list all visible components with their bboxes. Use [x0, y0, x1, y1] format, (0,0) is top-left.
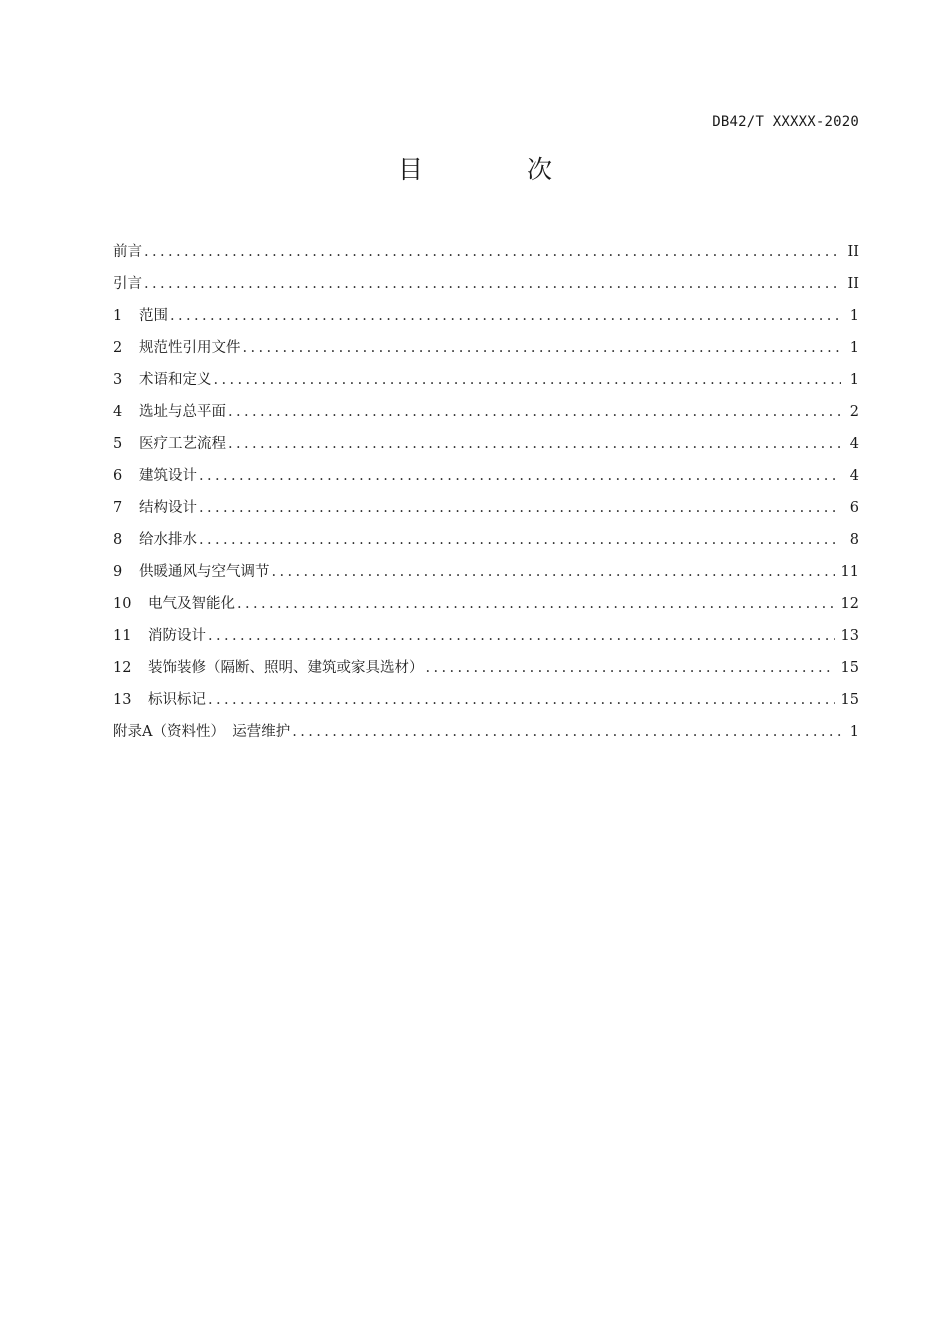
toc-dot-leader [208, 620, 835, 652]
toc-entry-foreword[interactable] [113, 236, 859, 268]
toc-entry-page: 4 [849, 436, 859, 452]
toc-entry-architecture[interactable] [113, 460, 859, 492]
toc-dot-leader [228, 428, 841, 460]
toc-entry-appendix-a[interactable] [113, 716, 859, 748]
toc-entry-label: 术语和定义 [139, 372, 212, 388]
toc-entry-decoration[interactable] [113, 652, 859, 684]
toc-entry-number: 1 [113, 308, 123, 324]
toc-entry-number: 7 [113, 500, 123, 516]
toc-entry-label: 选址与总平面 [139, 404, 226, 420]
toc-entry-page: 1 [849, 372, 859, 388]
toc-entry-label: 电气及智能化 [148, 596, 235, 612]
toc-entry-site-selection[interactable] [113, 396, 859, 428]
toc-entry-normative-references[interactable] [113, 332, 859, 364]
toc-entry-page: 6 [849, 500, 859, 516]
toc-entry-page: II [847, 276, 859, 292]
toc-entry-page: 2 [849, 404, 859, 420]
toc-dot-leader [243, 332, 842, 364]
toc-dot-leader [228, 396, 841, 428]
toc-entry-page: 12 [840, 596, 859, 612]
toc-entry-electrical[interactable] [113, 588, 859, 620]
toc-entry-page: 1 [849, 340, 859, 356]
toc-entry-label: 前言 [113, 244, 142, 260]
toc-entry-label: 给水排水 [139, 532, 197, 548]
toc-entry-number: 8 [113, 532, 123, 548]
toc-dot-leader [292, 716, 841, 748]
toc-entry-page: 4 [849, 468, 859, 484]
toc-entry-label: 标识标记 [148, 692, 206, 708]
toc-dot-leader [199, 524, 841, 556]
page-title: 目 次 [398, 155, 600, 184]
document-code: DB42/T XXXXX-2020 [712, 114, 859, 130]
toc-entry-fire-protection[interactable] [113, 620, 859, 652]
toc-entry-number: 13 [113, 692, 132, 708]
toc-entry-page: 1 [849, 724, 859, 740]
toc-entry-page: II [847, 244, 859, 260]
toc-entry-signage[interactable] [113, 684, 859, 716]
toc-entry-number: 11 [113, 628, 132, 644]
toc-entry-label: 装饰装修（隔断、照明、建筑或家具选材） [148, 660, 424, 676]
toc-entry-label: 附录A（资料性） 运营维护 [113, 724, 291, 740]
toc-entry-page: 11 [840, 564, 859, 580]
toc-entry-hvac[interactable] [113, 556, 859, 588]
toc-entry-label: 建筑设计 [139, 468, 197, 484]
toc-dot-leader [144, 236, 841, 268]
toc-entry-page: 15 [840, 692, 859, 708]
toc-entry-terms[interactable] [113, 364, 859, 396]
toc-entry-number: 2 [113, 340, 123, 356]
toc-dot-leader [170, 300, 841, 332]
toc-entry-number: 5 [113, 436, 123, 452]
toc-dot-leader [199, 460, 841, 492]
toc-dot-leader [426, 652, 835, 684]
toc-entry-introduction[interactable] [113, 268, 859, 300]
toc-entry-number: 9 [113, 564, 123, 580]
toc-entry-label: 供暖通风与空气调节 [139, 564, 270, 580]
toc-entry-scope[interactable] [113, 300, 859, 332]
toc-entry-number: 4 [113, 404, 123, 420]
toc-entry-label: 结构设计 [139, 500, 197, 516]
toc-entry-label: 引言 [113, 276, 142, 292]
toc-entry-number: 10 [113, 596, 132, 612]
toc-entry-label: 范围 [139, 308, 168, 324]
toc-entry-page: 13 [840, 628, 859, 644]
toc-dot-leader [237, 588, 835, 620]
toc-dot-leader [199, 492, 841, 524]
toc-entry-structure[interactable] [113, 492, 859, 524]
toc-entry-page: 8 [849, 532, 859, 548]
toc-entry-label: 消防设计 [148, 628, 206, 644]
toc-entry-number: 3 [113, 372, 123, 388]
toc-dot-leader [144, 268, 841, 300]
toc-entry-label: 规范性引用文件 [139, 340, 241, 356]
toc-dot-leader [208, 684, 835, 716]
toc-entry-number: 6 [113, 468, 123, 484]
toc-entry-number: 12 [113, 660, 132, 676]
toc-entry-medical-process[interactable] [113, 428, 859, 460]
toc-entry-page: 15 [840, 660, 859, 676]
toc-entry-page: 1 [849, 308, 859, 324]
toc-dot-leader [214, 364, 842, 396]
toc-entry-label: 医疗工艺流程 [139, 436, 226, 452]
toc-entry-water[interactable] [113, 524, 859, 556]
toc-dot-leader [272, 556, 835, 588]
table-of-contents [113, 236, 859, 748]
